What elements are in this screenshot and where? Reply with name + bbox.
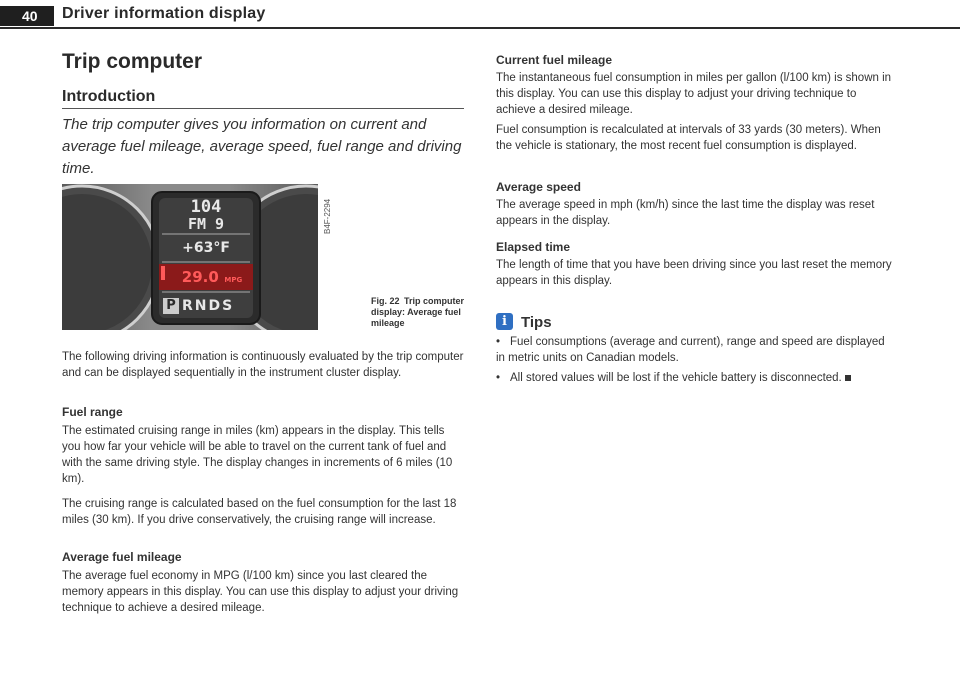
tips-title: Tips	[521, 314, 552, 331]
page-number: 40	[0, 6, 54, 26]
display-temperature: +63°F	[182, 240, 230, 256]
display-line1: 104	[190, 197, 222, 217]
fuel-range-paragraph-2: The cruising range is calculated based on the fuel consumption for the last 18 miles (30 km). If you drive conservatively, the cruising range will increase.	[62, 498, 457, 526]
bullet-icon: •	[496, 372, 501, 384]
figure-code: B4F-2294	[323, 198, 332, 234]
elapsed-time-paragraph: The length of time that you have been driving since you last reset the memory appears in this display.	[496, 259, 892, 287]
figure-caption-text: Trip computer display: Average fuel mileage	[371, 296, 465, 328]
average-speed-paragraph: The average speed in mph (km/h) since the last time the display was reset appears in the display.	[496, 199, 875, 227]
average-speed-heading: Average speed	[496, 180, 581, 194]
current-mileage-paragraph-2: Fuel consumption is recalculated at intervals of 33 yards (30 meters). When the vehicle is stationary, the most recent fuel consumption is displayed.	[496, 124, 881, 152]
figure-number: Fig. 22	[371, 296, 400, 306]
tip-text-1: Fuel consumptions (average and current), range and speed are displayed in metric units on Canadian models.	[496, 336, 885, 364]
current-mileage-heading: Current fuel mileage	[496, 53, 613, 67]
bullet-icon: •	[496, 336, 501, 348]
end-of-section-icon	[845, 375, 851, 381]
subtitle-rule	[62, 108, 464, 109]
elapsed-time-heading: Elapsed time	[496, 240, 571, 254]
header-rule	[0, 27, 960, 29]
average-mileage-heading: Average fuel mileage	[62, 550, 182, 564]
intro-text: The trip computer gives you information on current and average fuel mileage, average speed, fuel range and driving time.	[62, 116, 462, 177]
instrument-cluster-photo	[62, 184, 318, 330]
page-header	[0, 0, 960, 30]
figure-caption	[371, 296, 465, 329]
gear-indicator: RNDS	[182, 298, 235, 314]
section-title: Trip computer	[62, 50, 203, 73]
tip-item-2	[496, 370, 896, 386]
mileage-value: 29.0	[181, 268, 219, 286]
chapter-title: Driver information display	[62, 5, 266, 22]
tip-item-1	[496, 334, 896, 366]
intro-paragraph: The following driving information is continuously evaluated by the trip computer and can be displayed sequentially in the instrument cluster display.	[62, 351, 464, 379]
fuel-range-paragraph-1: The estimated cruising range in miles (km) appears in the display. This tells you how far your vehicle will be able to travel on the current tank of fuel and with the same driving style. The display changes in increments of 6 miles (10 km).	[62, 425, 453, 485]
info-icon: i	[496, 313, 513, 330]
display-line2: FM 9	[187, 215, 225, 233]
mileage-unit: MPG	[224, 276, 243, 284]
average-mileage-paragraph: The average fuel economy in MPG (l/100 km) since you last cleared the memory appears in this display. You can use this display to adjust your driving technique to achieve a desired mileage.	[62, 570, 459, 614]
tip-text-2: All stored values will be lost if the vehicle battery is disconnected.	[510, 372, 842, 384]
section-subtitle: Introduction	[62, 88, 156, 105]
fuel-range-heading: Fuel range	[62, 405, 123, 419]
current-mileage-paragraph-1: The instantaneous fuel consumption in miles per gallon (l/100 km) is shown in this display. You can use this display to adjust your driving technique to achieve a desired mileage.	[496, 72, 892, 116]
gear-park: P	[166, 298, 176, 313]
display-mileage	[166, 267, 258, 290]
